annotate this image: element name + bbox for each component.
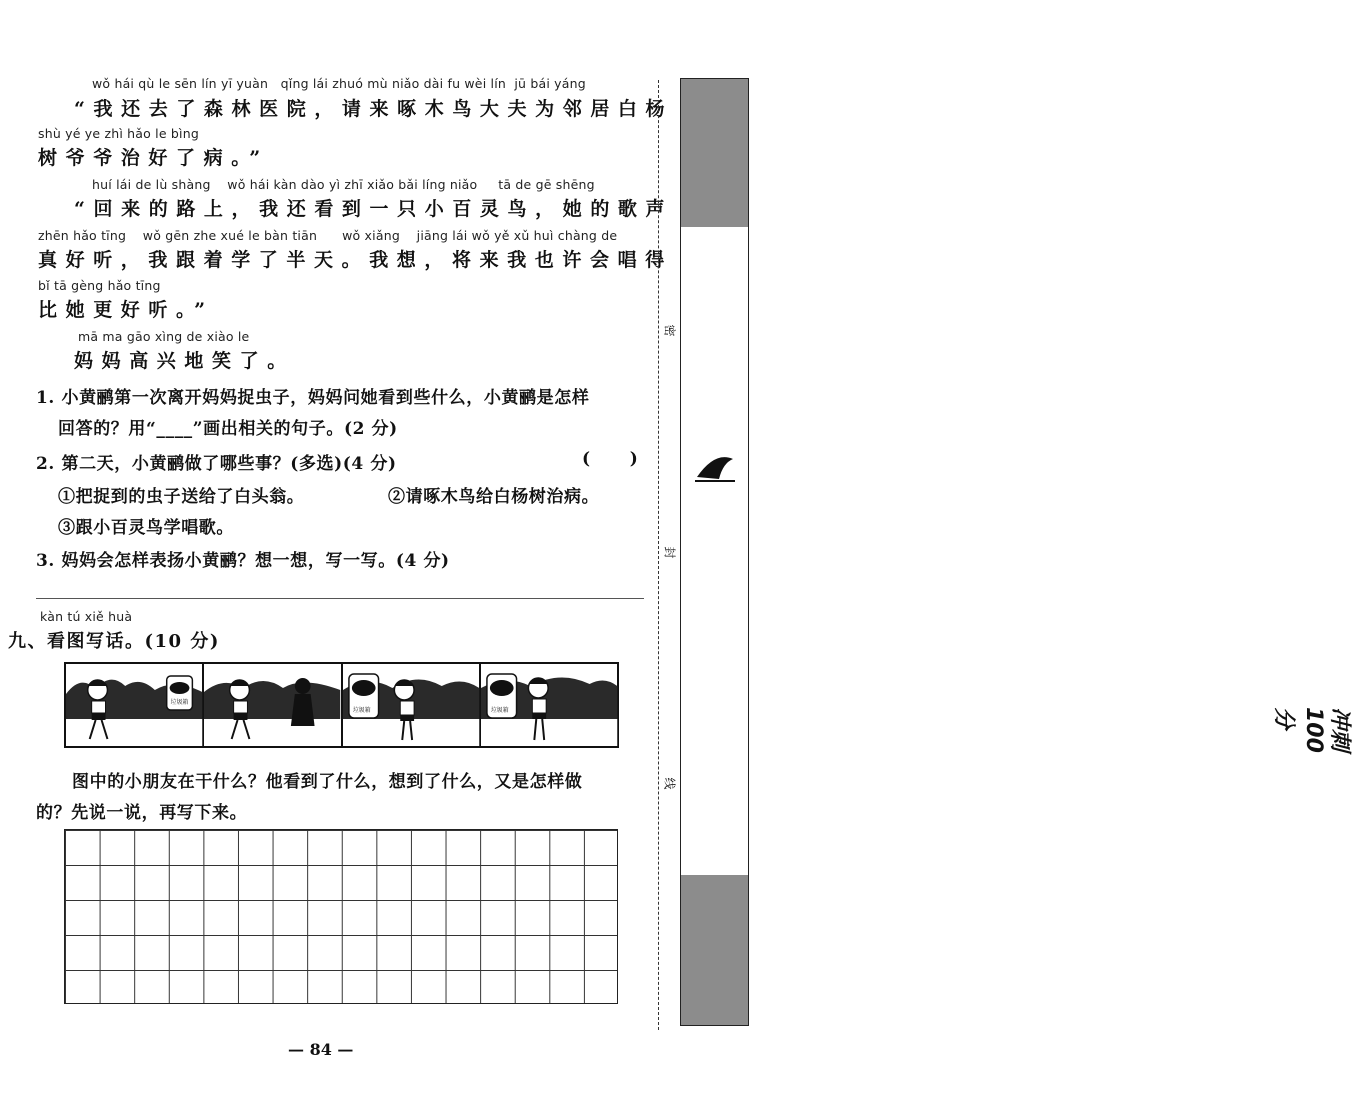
section9-prompt-cont: 的？先说一说，再写下来。 xyxy=(36,803,248,823)
section-divider xyxy=(36,598,644,599)
question-2: 2. 第二天，小黄鹂做了哪些事？(多选)(4 分) xyxy=(36,454,397,474)
option-2[interactable]: ②请啄木鸟给白杨树治病。 xyxy=(388,487,600,507)
band-bottom-block xyxy=(681,875,748,1025)
story-line: “我还去了森林医院，请来啄木鸟大夫为邻居白杨 xyxy=(74,98,674,120)
comic-panel-3 xyxy=(343,664,481,746)
pinyin-line: mā ma gāo xìng de xiào le xyxy=(78,329,250,344)
section9-pinyin: kàn tú xiě huà xyxy=(40,609,133,624)
pinyin-line: huí lái de lù shàng wǒ hái kàn dào yì zhī xiǎo bǎi líng niǎo tā de gē shēng xyxy=(92,177,595,192)
option-1[interactable]: ①把捉到的虫子送给了白头翁。 xyxy=(58,487,305,507)
svg-text:垃圾箱: 垃圾箱 xyxy=(490,706,509,715)
pinyin-line: zhēn hǎo tīng wǒ gēn zhe xué le bàn tiān wǒ xiǎng jiāng lái wǒ yě xǔ huì chàng de xyxy=(38,228,618,243)
writing-grid[interactable] xyxy=(64,829,618,1004)
pinyin-line: bǐ tā gèng hǎo tīng xyxy=(38,278,161,293)
comic-panel-4 xyxy=(481,664,617,746)
pinyin-line: wǒ hái qù le sēn lín yī yuàn qǐng lái zhuó mù niǎo dài fu wèi lín jū bái yáng xyxy=(92,76,586,91)
svg-text:垃圾箱: 垃圾箱 xyxy=(170,698,189,707)
comic-strip xyxy=(64,662,619,748)
story-line: “回来的路上，我还看到一只小百灵鸟，她的歌声 xyxy=(74,198,674,220)
comic-panel-2 xyxy=(204,664,342,746)
story-line: 比她更好听。” xyxy=(38,299,214,321)
side-band xyxy=(680,78,1352,1026)
section9-title: 九、看图写话。(10 分) xyxy=(8,631,220,652)
question-1: 1. 小黄鹂第一次离开妈妈捉虫子，妈妈问她看到些什么，小黄鹂是怎样 xyxy=(36,388,590,408)
seal-char-mi: 密 xyxy=(662,324,677,337)
seal-line xyxy=(658,80,659,1030)
comic-panel-1 xyxy=(66,664,204,746)
story-line: 真好听，我跟着学了半天。我想，将来我也许会唱得 xyxy=(38,249,673,271)
option-3[interactable]: ③跟小百灵鸟学唱歌。 xyxy=(58,518,234,538)
question-3: 3. 妈妈会怎样表扬小黄鹂？想一想，写一写。(4 分) xyxy=(36,551,450,571)
story-line: 妈妈高兴地笑了。 xyxy=(74,350,295,372)
pinyin-line: shù yé ye zhì hǎo le bìng xyxy=(38,126,199,141)
brand-title: 冲刺100分 xyxy=(1271,707,1352,753)
story-line: 树爷爷治好了病。” xyxy=(38,147,269,169)
seal-char-xian: 线 xyxy=(662,777,677,790)
band-top-block xyxy=(681,79,748,227)
svg-text:垃圾箱: 垃圾箱 xyxy=(352,706,371,715)
page-number: — 84 — xyxy=(288,1040,354,1059)
answer-parentheses[interactable]: ( ) xyxy=(582,449,639,469)
seal-char-feng: 封 xyxy=(662,546,677,559)
question-1-cont: 回答的？用“____”画出相关的句子。(2 分) xyxy=(58,419,398,439)
publisher-logo-icon xyxy=(693,449,737,489)
section9-prompt: 图中的小朋友在干什么？他看到了什么，想到了什么，又是怎样做 xyxy=(72,772,583,792)
